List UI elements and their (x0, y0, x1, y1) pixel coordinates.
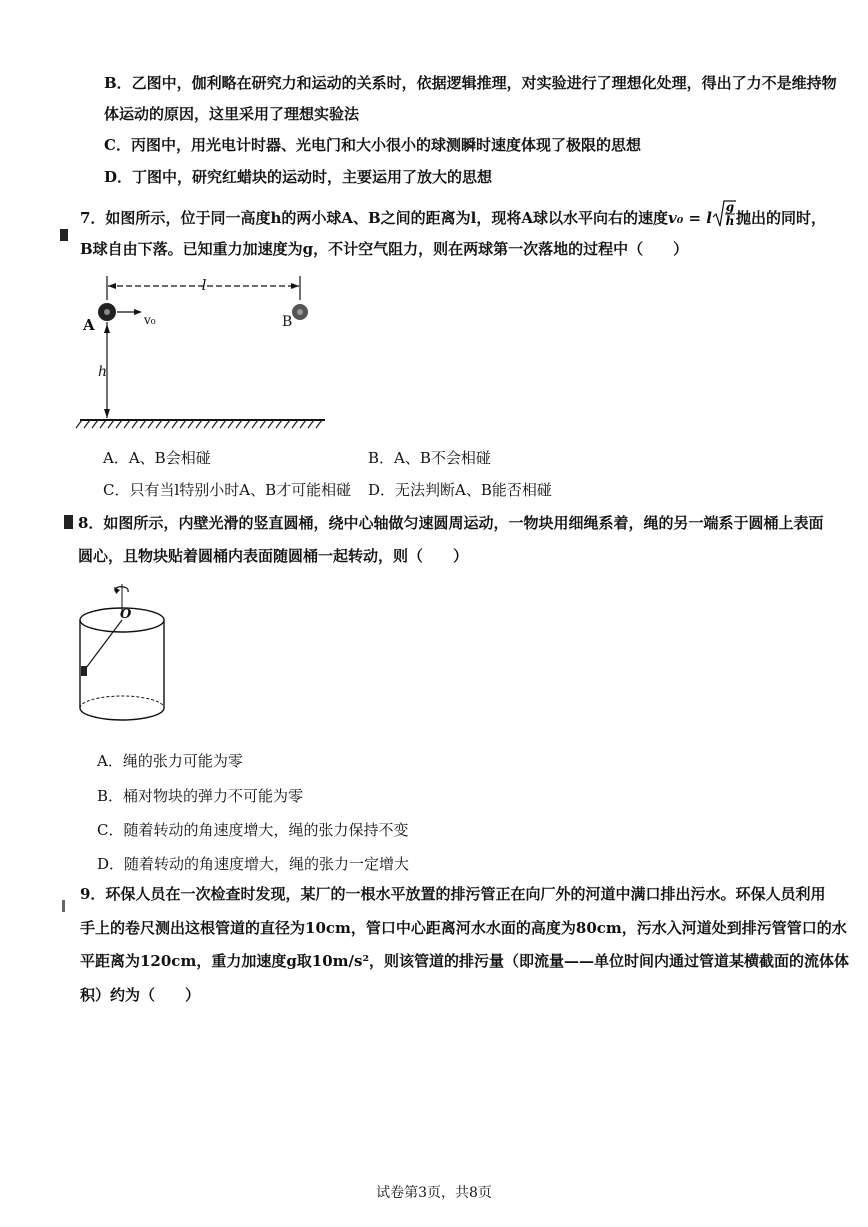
block (81, 666, 87, 676)
q7-option-c: C．只有当l特别小时A、B才可能相碰 (103, 481, 352, 499)
q8-figure (72, 582, 172, 732)
scan-mark (62, 900, 65, 912)
ground-hatch (76, 420, 322, 428)
q6-option-c: C．丙图中，用光电计时器、光电门和大小很小的球测瞬时速度体现了极限的思想 (104, 136, 641, 154)
q9-line4: 积）约为（ ） (80, 986, 201, 1004)
q8-stem-line2: 圆心，且物块贴着圆桶内表面随圆桶一起转动，则（ ） (78, 547, 469, 565)
q8-fig-o: O (120, 607, 132, 622)
q7-option-d: D．无法判断A、B能否相碰 (368, 481, 552, 499)
q9-line1: 9．环保人员在一次检查时发现，某厂的一根水平放置的排污管正在向厂外的河道中满口排出污水。环保人员利用 (80, 885, 826, 903)
q7-fig-v0: v₀ (144, 313, 156, 327)
q7-stem-part2: 抛出的同时， (736, 209, 827, 227)
q7-fig-a: A (83, 316, 95, 334)
q7-formula (668, 200, 736, 228)
q7-v0-text: v₀ = l (668, 209, 712, 227)
q6-option-d: D．丁图中，研究红蜡块的运动时，主要运用了放大的思想 (104, 168, 493, 186)
q6-option-b-line2: 体运动的原因，这里采用了理想实验法 (104, 105, 360, 123)
q9-line3: 平距离为120cm，重力加速度g取10m/s²，则该管道的排污量（即流量——单位时间内通过管道某横截面的流体体 (80, 952, 850, 970)
q7-option-b: B．A、B不会相碰 (368, 449, 491, 467)
page-footer: 试卷第3页，共8页 (376, 1185, 492, 1201)
q8-option-d: D．随着转动的角速度增大，绳的张力一定增大 (97, 855, 410, 873)
rope (86, 620, 122, 668)
q7-option-a: A．A、B会相碰 (103, 449, 211, 467)
q8-option-b: B．桶对物块的弹力不可能为零 (97, 787, 304, 805)
q8-stem-line1: 8．如图所示，内壁光滑的竖直圆桶，绕中心轴做匀速圆周运动，一物块用细绳系着，绳的另一端系于圆桶上表面 (78, 514, 824, 532)
scan-mark (64, 515, 73, 529)
q8-option-a: A．绳的张力可能为零 (97, 752, 243, 770)
q7-fig-b: B (282, 314, 293, 330)
q7-frac-den: h (725, 214, 735, 228)
q8-option-c: C．随着转动的角速度增大，绳的张力保持不变 (97, 821, 409, 839)
q6-option-b-line1: B．乙图中，伽利略在研究力和运动的关系时，依据逻辑推理，对实验进行了理想化处理，得出了力不是维持物 (104, 74, 837, 92)
q7-fig-l: l (201, 276, 207, 294)
scan-mark (60, 229, 68, 241)
q7-frac-num: g (725, 200, 735, 214)
q7-figure (70, 272, 340, 437)
q7-stem-part1: 7．如图所示，位于同一高度h的两小球A、B之间的距离为l，现将A球以水平向右的速度 (80, 209, 668, 227)
q7-stem-line2: B球自由下落。已知重力加速度为g，不计空气阻力，则在两球第一次落地的过程中（ ） (80, 240, 689, 258)
q9-line2: 手上的卷尺测出这根管道的直径为10cm，管口中心距离河水水面的高度为80cm，污水入河道处到排污管管口的水 (80, 919, 847, 937)
q7-fig-h: h (98, 364, 108, 380)
q7-sqrt (712, 199, 736, 235)
q7-stem-line1 (80, 201, 826, 237)
